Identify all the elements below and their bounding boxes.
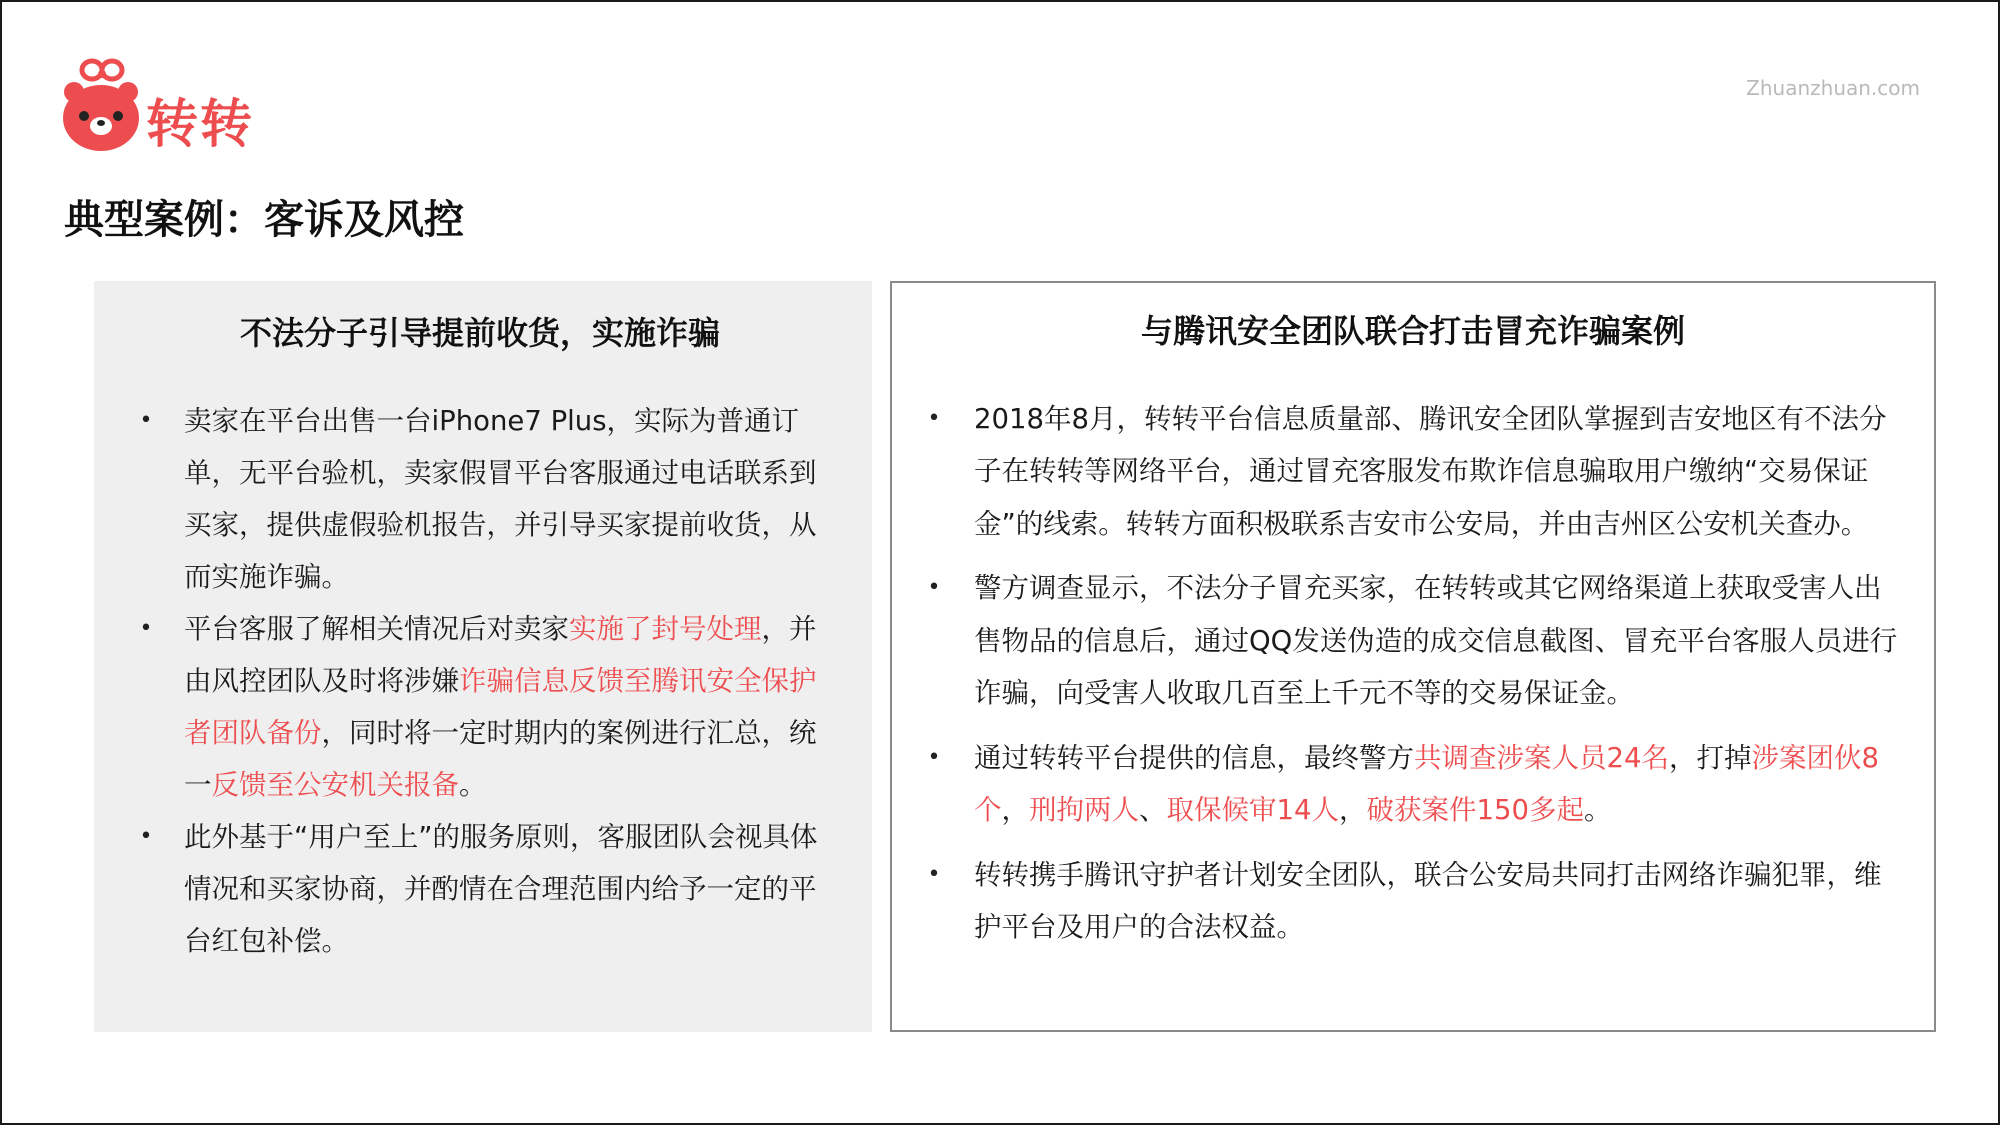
bullet-text: 卖家在平台出售一台iPhone7 Plus，实际为普通订单，无平台验机，卖家假冒平台客服通过电话联系到买家，提供虚假验机报告，并引导买家提前收货，从而实施诈骗。 [184,404,817,593]
bullet-text: ，并由风控团队及时将涉嫌 [184,612,817,697]
bullet-dot-icon: • [927,405,941,431]
bullet-item [922,393,1904,551]
bullet-item [134,603,826,811]
bullet-text: 转转携手腾讯守护者计划安全团队，联合公安局共同打击网络诈骗犯罪，维护平台及用户的合法权益。 [974,858,1882,944]
bullet-dot-icon: • [927,744,941,770]
bullet-text: ， [1001,794,1029,827]
page-title: 典型案例：客诉及风控 [64,197,464,243]
bullet-text: 。 [459,768,487,801]
bullet-text: 通过转转平台提供的信息，最终警方 [974,741,1414,774]
bear-logo-icon [60,58,142,154]
left-case-panel [94,281,872,1032]
bullet-text: 、 [1139,794,1167,827]
bullet-text: 此外基于“用户至上”的服务原则，客服团队会视具体情况和买家协商，并酌情在合理范围内给予一定的平台红包补偿。 [184,820,818,957]
bullet-text: 平台客服了解相关情况后对卖家 [184,612,569,645]
highlighted-text: 取保候审14人 [1166,794,1339,827]
logo-text: 转转 [146,95,255,155]
left-panel-title: 不法分子引导提前收货，实施诈骗 [239,314,720,352]
highlighted-text: 共调查涉案人员24名 [1414,741,1669,774]
highlighted-text: 涉案团伙8个 [974,741,1879,827]
highlighted-text: 诈骗信息反馈至腾讯安全保护者团队备份 [184,664,817,749]
highlighted-text: 破获案件150多起 [1366,794,1584,827]
left-bullet-list [134,395,826,967]
bullet-item [922,562,1904,720]
bullet-item [922,849,1904,954]
right-panel-title: 与腾讯安全团队联合打击冒充诈骗案例 [1140,312,1685,350]
bullet-text: ，打掉 [1669,741,1752,774]
bullet-text: ，同时将一定时期内的案例进行汇总，统一 [184,716,817,801]
bullet-item [922,732,1904,837]
highlighted-text: 实施了封号处理 [569,612,762,645]
bullet-text: ， [1339,794,1367,827]
highlighted-text: 反馈至公安机关报备 [211,768,459,801]
bullet-item [134,395,826,603]
bullet-dot-icon: • [927,861,941,887]
site-url: Zhuanzhuan.com [1746,76,1920,100]
logo [60,58,280,158]
bullet-text: 2018年8月，转转平台信息质量部、腾讯安全团队掌握到吉安地区有不法分子在转转等网络平台，通过冒充客服发布欺诈信息骗取用户缴纳“交易保证金”的线索。转转方面积极联系吉安市公安局，并由吉州区公安机关查办。 [974,402,1887,540]
bullet-text: 。 [1584,794,1612,827]
bullet-dot-icon: • [139,407,153,433]
right-case-panel [890,281,1936,1032]
bullet-dot-icon: • [927,575,941,601]
bullet-dot-icon: • [139,615,153,641]
bullet-item [134,811,826,967]
highlighted-text: 刑拘两人 [1029,794,1139,827]
bullet-dot-icon: • [139,823,153,849]
right-bullet-list [922,393,1904,954]
bullet-text: 警方调查显示，不法分子冒充买家，在转转或其它网络渠道上获取受害人出售物品的信息后，通过QQ发送伪造的成交信息截图、冒充平台客服人员进行诈骗，向受害人收取几百至上千元不等的交易保证金。 [974,572,1898,710]
